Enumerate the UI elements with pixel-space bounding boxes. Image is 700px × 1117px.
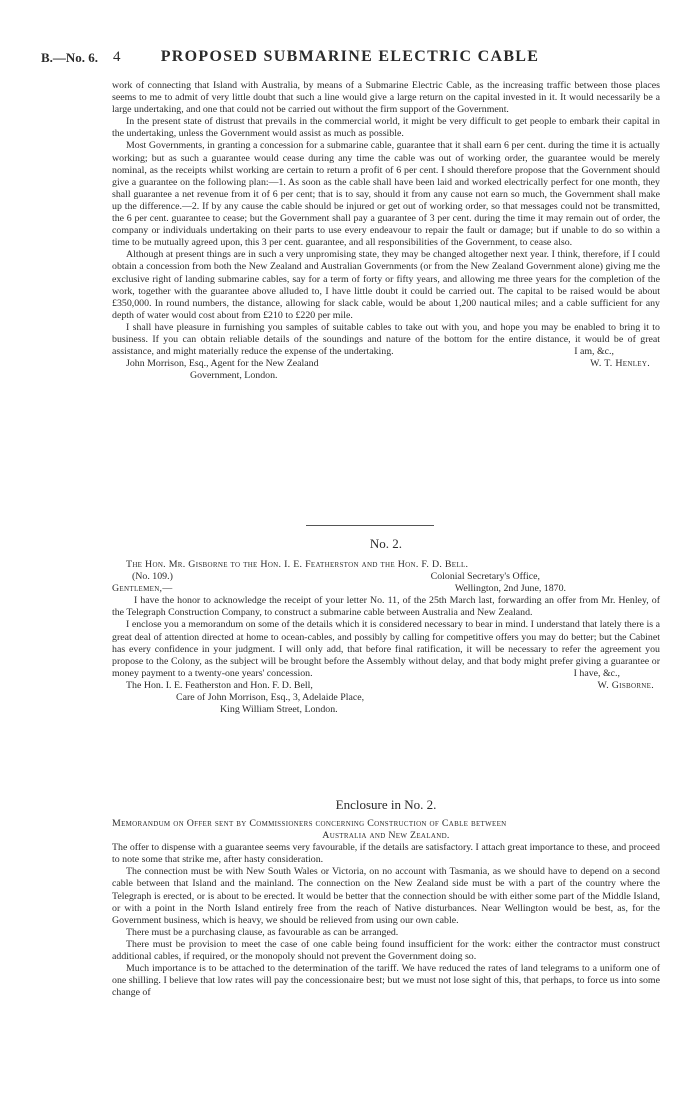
letter-2-addressee-line: King William Street, London. xyxy=(220,704,338,716)
letter-1-paragraph: In the present state of distrust that prevails in the commercial world, it might be very difficult to get people to embark their capital in the undertaking, unless the Government would assist as much as possible. xyxy=(112,116,660,140)
letter-2-paragraph: I enclose you a memorandum on some of the details which it is considered necessary to bear in mind. I understand that lately there is a great deal of attention directed at home to ocean-cables, and possibly by calling for competitive offers you may do better; but the Cabinet has every confidence in your judgment. I will only add, that before final ratification, it will be necessary to refer the agreement you propose to the Colony, as the subject will be brought before the Assembly without delay, and that body might prefer giving a guarantee or money payment to a twenty-one years' concession. xyxy=(112,619,660,679)
letter-1-sign-off xyxy=(574,346,660,370)
enclosure-paragraph: Much importance is to be attached to the determination of the tariff. We have reduced the rates of land telegrams to a uniform one of one shilling. I believe that low rates will pay the concessionaire best; but we must not lose sight of this, that perhaps, to force us into some change of xyxy=(112,963,660,999)
letter-2-number: (No. 109.) xyxy=(132,571,173,583)
letter-2-paragraph: I have the honor to acknowledge the receipt of your letter No. 11, of the 25th March last, forwarding an offer from Mr. Henley, of the Telegraph Construction Company, to construct a submarine cable between Australia and New Zealand. xyxy=(112,595,660,619)
page-number: 4 xyxy=(113,49,121,65)
letter-2-addressee: The Hon. I. E. Featherston and Hon. F. D. Bell, xyxy=(126,679,313,691)
letter-2-sign-off xyxy=(573,667,660,692)
document-reference: B.—No. 6. xyxy=(41,50,99,65)
memorandum-title: Memorandum on Offer sent by Commissioners concerning Construction of Cable between xyxy=(112,818,507,829)
letter-1-closing: I am, &c., xyxy=(574,346,614,358)
letter-2-closing: I have, &c., xyxy=(573,667,620,679)
letter-1-addressee-line: Government, London. xyxy=(190,370,278,382)
letter-1-body xyxy=(112,80,660,382)
letter-2-signature: W. Gisborne. xyxy=(597,680,654,692)
letter-1-addressee: John Morrison, Esq., Agent for the New Zealand xyxy=(126,358,319,370)
letter-2-body xyxy=(112,559,660,716)
letter-2-place-date: Wellington, 2nd June, 1870. xyxy=(454,583,566,595)
letter-2-salutation-row xyxy=(112,583,660,595)
letter-2-office: Colonial Secretary's Office, xyxy=(430,571,540,583)
letter-2-heading: No. 2. xyxy=(369,536,403,551)
letter-2-salutation: Gentlemen,— xyxy=(112,583,173,595)
letter-1-addressee-row xyxy=(112,346,660,370)
enclosure-paragraph: The offer to dispense with a guarantee seems very favourable, if the details are satisfactory. I attach great importance to these, and proceed to note some that strike me, after hasty consideration. xyxy=(112,842,660,866)
memorandum-title-line-2: Australia and New Zealand. xyxy=(322,830,450,842)
enclosure-paragraph: There must be a purchasing clause, as favourable as can be arranged. xyxy=(126,926,399,938)
letter-2-from-to: The Hon. Mr. Gisborne to the Hon. I. E. Featherston and the Hon. F. D. Bell. xyxy=(126,559,469,570)
enclosure-heading: Enclosure in No. 2. xyxy=(335,797,437,812)
enclosure-paragraph: The connection must be with New South Wales or Victoria, on no account with Tasmania, as we should have to depend on a second cable between that Island and the mainland. The connection on the New Zealand side must be with a part of the country where the Telegraph is erected, or is about to be erected. It would be better that the connection should be with either some part of the Middle Island, or with a point in the North Island entirely free from the reach of Native disturbances. Near Wellington would be best, as, for the Government business, which is heavy, we should be relieved from using our own cable. xyxy=(112,866,660,926)
enclosure-body xyxy=(112,818,660,999)
running-title: PROPOSED SUBMARINE ELECTRIC CABLE xyxy=(160,48,540,65)
page-header xyxy=(0,50,700,74)
letter-2-ref-row xyxy=(112,571,660,583)
letter-1-paragraph: I shall have pleasure in furnishing you samples of suitable cables to take out with you, and hope you may be enabled to bring it to business. If you can obtain reliable details of the soundings and nature of the bottom for the entire distance, it would be of great assistance, and might materially reduce the expense of the undertaking. xyxy=(112,321,660,358)
letter-1-paragraph: Although at present things are in such a very unpromising state, they may be changed altogether next year. I think, therefore, if I could obtain a concession from both the New Zealand and Australian Governments (or from the New Zealand Government alone) giving me the exclusive right of landing submarine cables, say for a term of forty or fifty years, and allowing me three years for the completion of the work, together with the guarantee above alluded to, I have little doubt it could be carried out. The capital to be raised would be about £350,000. In round numbers, the distance, allowing for slack cable, would be about 1,200 nautical miles; and a cable sufficient for any depth of water would cost about from £210 to £220 per mile. xyxy=(112,249,660,321)
letter-2-addressee-row xyxy=(112,667,660,692)
enclosure-paragraph: There must be provision to meet the case of one cable being found insufficient for the work: either the contractor must construct additional cables, if required, or the monopoly should not prevent the Government doing so. xyxy=(112,938,660,963)
letter-1-paragraph: Most Governments, in granting a concession for a submarine cable, guarantee that it shall earn 6 per cent. during the time it is actually working; but as such a guarantee would cease during any time the cable was out of working order, the guarantee would be merely nominal, as the receipts whilst working are certain to return a profit of 6 per cent. I should therefore propose that the Government should give a guarantee on the following plan:—1. As soon as the cable shall have been laid and worked electrically perfect for one month, they shall guarantee a net revenue from it of 6 per cent; that is to say, should it from any cause not earn so much, the Government shall make up the difference.—2. If by any cause the cable should be injured or get out of working order, so that messages could not be transmitted, the 6 per cent. guarantee to cease; but the Government shall pay a guarantee of 3 per cent. during the time it may remain out of order, the company or individuals undertaking on their parts to use every endeavour to repair the fault or damage; but if unable to do so within a time to be mutually agreed upon, this 3 per cent. guarantee, and all responsibilities of the Government, to cease also. xyxy=(112,140,660,249)
section-divider xyxy=(306,525,434,526)
letter-1-signature: W. T. Henley. xyxy=(590,358,650,370)
letter-2-addressee-line: Care of John Morrison, Esq., 3, Adelaide Place, xyxy=(176,692,365,704)
letter-1-paragraph: work of connecting that Island with Australia, by means of a Submarine Electric Cable, as the increasing traffic between those places seems to me to admit of very little doubt that such a line would give a large return on the capital invested in it. It would necessarily be a large undertaking, and one that could not be carried out without the firm support of the Government. xyxy=(112,80,660,116)
